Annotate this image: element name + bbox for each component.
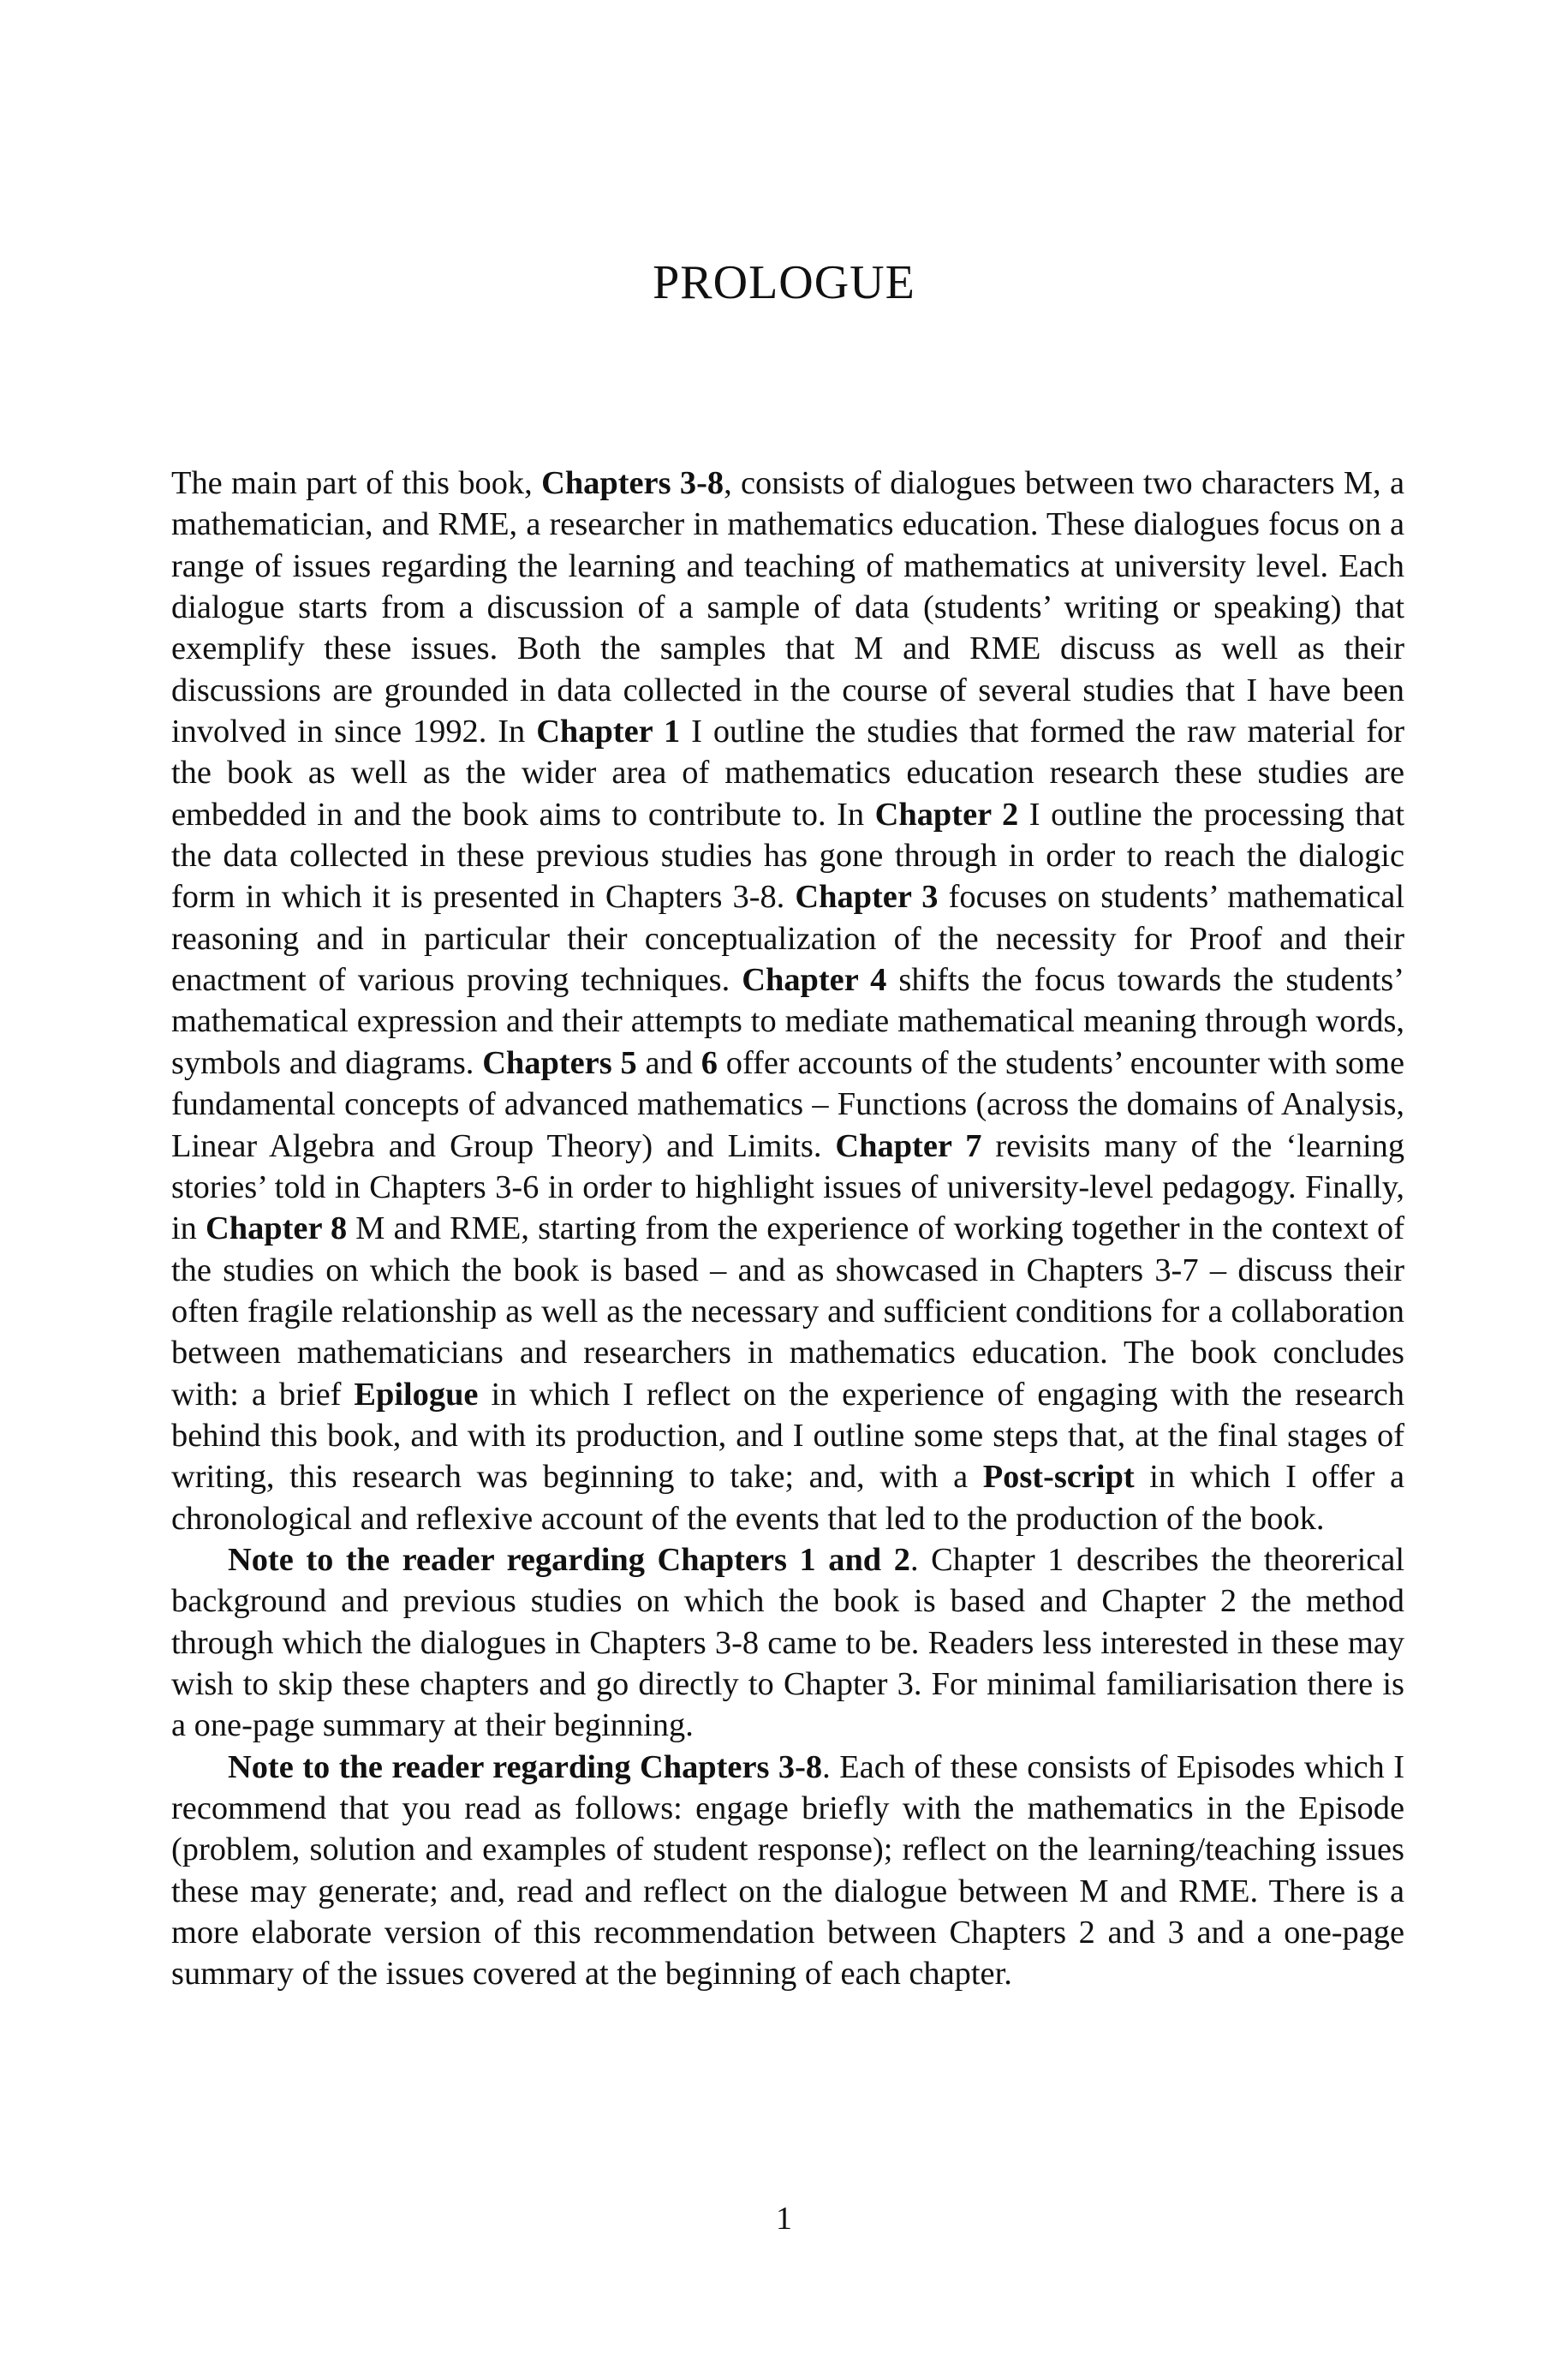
bold-run: Chapters 5 <box>482 1044 637 1081</box>
bold-run: 6 <box>701 1044 718 1081</box>
text-run: offer accounts of the students’ encounter with some fundamental concepts of advanced mathematics – Functions (across the domains of Analysis, Linear Algebra and Group Theory) and Limits. <box>171 1044 1404 1164</box>
bold-run: Chapter 3 <box>795 879 939 916</box>
bold-run: Chapter 8 <box>206 1210 348 1247</box>
bold-run: Chapter 4 <box>742 962 887 999</box>
text-run: , consists of dialogues between two characters M, a mathematician, and RME, a researcher in mathematics education. These dialogues focus on a range of issues regarding the learning and teaching of mathematics at university level. Each dialogue starts from a discussion of a sample of data (students’ writing or speaking) that exemplify these issues. Both the samples that M and RME discuss as well as their discussions are grounded in data collected in the course of several studies that I have been involved in since 1992. In <box>171 465 1405 750</box>
bold-run: Note to the reader regarding Chapters 3-8 <box>228 1748 823 1785</box>
text-run: The main part of this book, <box>171 465 542 501</box>
page-title: PROLOGUE <box>653 256 915 309</box>
prologue-body <box>171 463 1404 1995</box>
text-run: M and RME, starting from the experience of working together in the context of the studies on which the book is based – and as showcased in Chapters 3-7 – discuss their often fragile relationship as well as the necessary and sufficient conditions for a collaboration between mathematicians and researchers in mathematics education. The book concludes with: a brief <box>171 1210 1404 1413</box>
text-run: . Chapter 1 describes the theorerical background and previous studies on which the book is based and Chapter 2 the method through which the dialogues in Chapters 3-8 came to be. Readers less interested in these may wish to skip these chapters and go directly to Chapter 3. For minimal familiarisation there is a one-page summary at their beginning. <box>171 1541 1405 1744</box>
bold-run: Chapter 2 <box>874 796 1019 833</box>
bold-run: Post-script <box>982 1459 1135 1496</box>
text-run: revisits many of the ‘learning stories’ told in Chapters 3-6 in order to highlight issues of university-level pedagogy. Finally, in <box>171 1127 1405 1247</box>
text-run: shifts the focus towards the students’ mathematical expression and their attempts to mediate mathematical meaning through words, symbols and diagrams. <box>171 962 1404 1081</box>
text-run: in which I offer a chronological and reflexive account of the events that led to the production of the book. <box>171 1459 1405 1537</box>
text-run: . Each of these consists of Episodes which I recommend that you read as follows: engage briefly with the mathematics in the Episode (problem, solution and examples of student response); reflect on the learning/teaching issues these may generate; and, read and reflect on the dialogue between M and RME. There is a more elaborate version of this recommendation between Chapters 2 and 3 and a one-page summary of the issues covered at the beginning of each chapter. <box>171 1748 1404 1993</box>
paragraph-note-chapters-1-2 <box>171 1539 1404 1747</box>
paragraph-overview <box>171 463 1404 1539</box>
bold-run: Chapters 3-8 <box>541 465 724 501</box>
text-run: and <box>636 1044 701 1081</box>
paragraph-note-chapters-3-8 <box>171 1747 1404 1995</box>
bold-run: Note to the reader regarding Chapters 1 and 2 <box>228 1541 910 1578</box>
text-run: in which I reflect on the experience of engaging with the research behind this book, and with its production, and I outline some steps that, at the final stages of writing, this research was beginning to take; and, with a <box>171 1376 1404 1496</box>
text-run: I outline the processing that the data collected in these previous studies has gone through in order to reach the dialogic form in which it is presented in Chapters 3-8. <box>171 796 1405 916</box>
bold-run: Epilogue <box>354 1376 479 1413</box>
text-run: I outline the studies that formed the raw material for the book as well as the wider area of mathematics education research these studies are embedded in and the book aims to contribute to. In <box>171 714 1404 833</box>
bold-run: Chapter 7 <box>835 1127 982 1164</box>
bold-run: Chapter 1 <box>536 714 681 750</box>
text-run: focuses on students’ mathematical reasoning and in particular their conceptualization of the necessity for Proof and their enactment of various proving techniques. <box>171 879 1404 999</box>
page-number: 1 <box>776 2201 792 2237</box>
